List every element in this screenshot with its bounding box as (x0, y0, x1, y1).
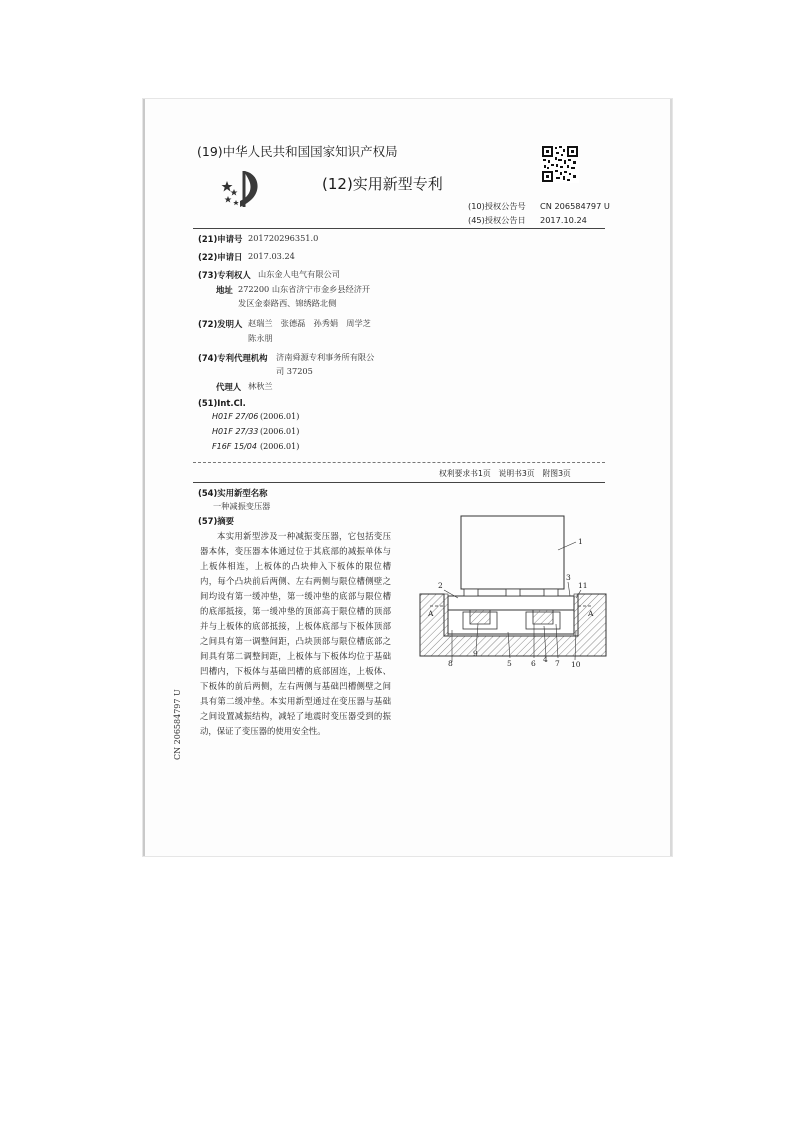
int-cl-code: H01F 27/33 (212, 427, 259, 436)
drawing-label: 6 (531, 659, 536, 668)
drawing-label: 11 (578, 581, 588, 590)
agency-line-1: 济南舜源专利事务所有限公 (276, 352, 375, 362)
grant-date: 2017.10.24 (540, 215, 587, 225)
utility-model-name-label: (54)实用新型名称 (198, 488, 268, 498)
drawing-label: 1 (578, 537, 583, 546)
grant-number-label: (10)授权公告号 (468, 201, 526, 211)
application-number-label: (21)申请号 (198, 234, 243, 244)
drawing-label: 9 (473, 649, 478, 658)
application-number: 201720296351.0 (248, 233, 319, 243)
pages-info: 权利要求书1页 说明书3页 附图3页 (439, 469, 571, 478)
drawing-label: 3 (566, 573, 571, 582)
agent-label: 代理人 (216, 382, 242, 392)
address-label: 地址 (216, 285, 233, 295)
grant-date-label: (45)授权公告日 (468, 215, 526, 225)
cnipa-logo-icon (218, 167, 268, 211)
technical-drawing (418, 506, 608, 668)
address-line-2: 发区金泰路西、锦绣路北侧 (238, 298, 337, 308)
inventors-label: (72)发明人 (198, 319, 243, 329)
agent: 林秋兰 (248, 381, 273, 391)
drawing-label: A (428, 609, 434, 618)
header-divider (193, 228, 605, 229)
drawing-label: A (588, 609, 594, 618)
agency-label: (74)专利代理机构 (198, 353, 268, 363)
drawing-label: 10 (571, 660, 581, 668)
abstract-label: (57)摘要 (198, 516, 235, 526)
qr-code (541, 145, 579, 183)
grant-number: CN 206584797 U (540, 201, 610, 211)
side-publication-number: CN 206584797 U (173, 689, 182, 760)
section-divider (193, 462, 605, 463)
drawing-label: 7 (555, 659, 560, 668)
abstract-divider (193, 482, 605, 483)
address-line-1: 272200 山东省济宁市金乡县经济开 (238, 284, 371, 294)
int-cl-version: (2006.01) (260, 412, 300, 421)
application-date-label: (22)申请日 (198, 252, 243, 262)
patent-type-title: (12)实用新型专利 (322, 175, 443, 193)
inventors-line-1: 赵瑞兰 张德磊 孙秀娟 周学芝 (248, 318, 371, 328)
int-cl-code: F16F 15/04 (212, 442, 257, 451)
drawing-label: 5 (507, 659, 512, 668)
int-cl-label: (51)Int.Cl. (198, 398, 246, 408)
int-cl-code: H01F 27/06 (212, 412, 259, 421)
office-name: (19)中华人民共和国国家知识产权局 (197, 144, 398, 159)
int-cl-version: (2006.01) (260, 442, 300, 451)
drawing-label: 2 (438, 581, 443, 590)
scanned-page (143, 99, 672, 856)
drawing-label: 4 (543, 655, 548, 664)
utility-model-name: 一种减振变压器 (213, 501, 271, 511)
agency-line-2: 司 37205 (276, 366, 313, 376)
patentee-label: (73)专利权人 (198, 270, 251, 280)
patentee: 山东金人电气有限公司 (258, 269, 340, 279)
int-cl-version: (2006.01) (260, 427, 300, 436)
abstract-text: 本实用新型涉及一种减振变压器，它包括变压器本体，变压器本体通过位于其底部的减振单体与上板体相连，上板体的凸块伸入下板体的限位槽内，每个凸块前后两侧、左右两侧与限位槽侧壁之间均设有第一缓冲垫，第一缓冲垫的底部与限位槽的底部抵接，第一缓冲垫的顶部高于限位槽的顶部并与上板体的底部抵接，上板体底部与下板体顶部之间具有第一调整间距，凸块顶部与限位槽底部之间具有第二调整间距，上板体与下板体均位于基础凹槽内，下板体与基础凹槽的底部固连，上板体、下板体的前后两侧，左右两侧与基础凹槽侧壁之间具有第二缓冲垫。本实用新型通过在变压器与基础之间设置减振结构，减轻了地震时变压器受到的振动，保证了变压器的使用安全性。 (200, 531, 391, 736)
inventors-line-2: 陈永朋 (248, 333, 273, 343)
drawing-label: 8 (448, 659, 453, 668)
application-date: 2017.03.24 (248, 251, 295, 261)
